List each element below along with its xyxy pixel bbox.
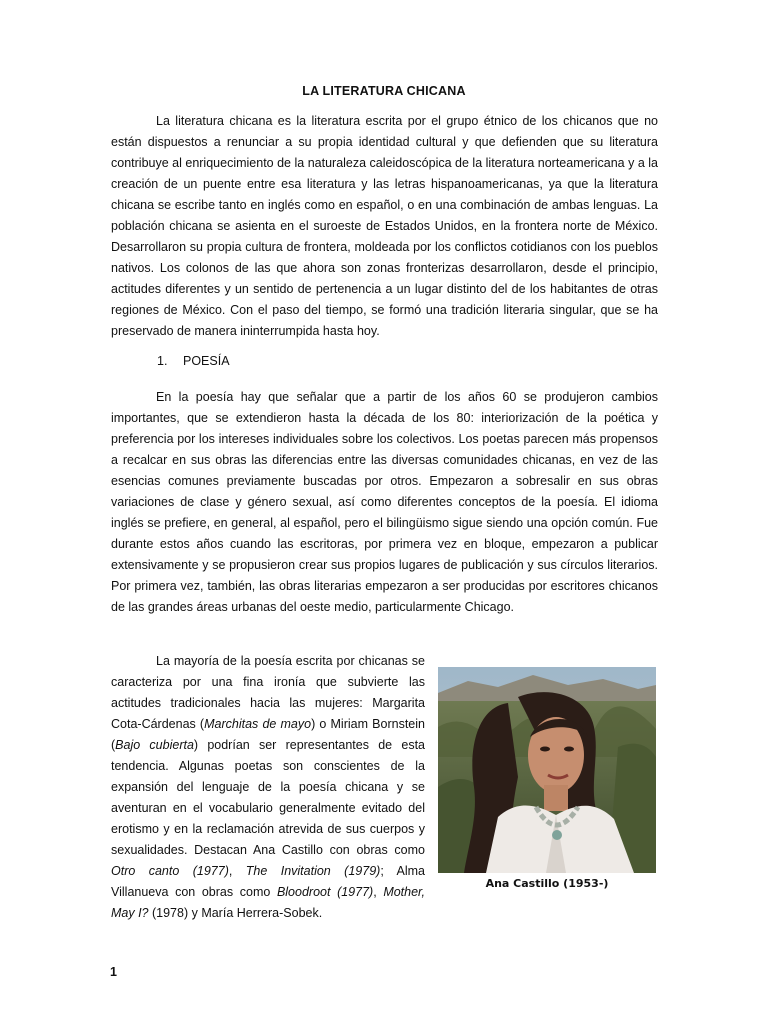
- text-run: ) podrían ser representantes de esta tendencia. Algunas poetas son conscientes de la expansión del lenguaje de la poesía chicana y se aventuran en el vocabulario generalmente evitado del erotismo y en la reclamación atrevida de sus cuerpos y sexualidades. Destacan Ana Castillo con obras como: [111, 738, 425, 857]
- text-run: La mayoría de la poesía escrita por chicanas se caracteriza por una fina ironía que subvierte las actitudes tradicionales hacia las mujeres: Margarita Cota-Cárdenas (: [111, 654, 425, 731]
- intro-paragraph-text: La literatura chicana es la literatura escrita por el grupo étnico de los chicanos que no están dispuestos a renunciar a su propia identidad cultural y que defienden que su literatura contribuye al enriquecimiento de la naturaleza caleidoscópica de la literatura norteamericana y a la creación de un puente entre esa literatura y las letras hispanoamericanas, ya que la literatura chicana se escribe tanto en inglés como en español, o en una combinación de ambas lenguas. La población chicana se asienta en el suroeste de Estados Unidos, en la frontera norte de México. Desarrollaron su propia cultura de frontera, moldeada por los conflictos cotidianos con los pueblos nativos. Los colonos de las que ahora son zonas fronterizas desarrollaron, desde el principio, actitudes diferentes y un sentido de pertenencia a un lugar distinto del de los habitantes de otras regiones de México. Con el paso del tiempo, se formó una tradición literaria singular, que se ha preservado de manera ininterrumpida hasta hoy.: [111, 114, 658, 338]
- book-title: The Invitation (1979): [245, 864, 381, 878]
- section-number: 1.: [157, 354, 168, 368]
- text-run: (1978) y María Herrera-Sobek.: [148, 906, 323, 920]
- author-portrait-photo: [438, 667, 656, 873]
- book-title: Otro canto (1977): [111, 864, 229, 878]
- section-title: POESÍA: [183, 354, 230, 368]
- intro-paragraph: [111, 111, 658, 342]
- book-title: Marchitas de mayo: [204, 717, 312, 731]
- text-run: ,: [228, 864, 246, 878]
- book-title: Bajo cubierta: [115, 738, 194, 752]
- photo-caption: Ana Castillo (1953-): [485, 877, 609, 890]
- section-heading-poesia: [157, 354, 230, 368]
- page-number: 1: [110, 965, 117, 979]
- women-poetry-paragraph: [111, 651, 425, 924]
- poetry-paragraph: [111, 387, 658, 618]
- book-title: Bloodroot (1977): [276, 885, 374, 899]
- poetry-paragraph-text: En la poesía hay que señalar que a partir de los años 60 se produjeron cambios importantes, que se extendieron hasta la década de los 80: interiorización de la poética y preferencia por los intereses individuales sobre los colectivos. Los poetas parecen más propensos a recalcar en sus obras las diferencias entre las diversas comunidades chicanas, en vez de las esencias comunes previamente buscadas por otros. Empezaron a sobresalir en sus obras variaciones de clase y género sexual, así como diferentes conceptos de la poesía. El idioma inglés se prefiere, en general, al español, pero el bilingüismo sigue siendo una opción común. Fue durante estos años cuando las escritoras, por primera vez en bloque, empezaron a publicar extensivamente y se propusieron crear sus propios lugares de publicación y sus círculos literarios. Por primera vez, también, las obras literarias empezaron a ser producidas por escritores chicanos de las grandes áreas urbanas del oeste medio, particularmente Chicago.: [111, 390, 658, 614]
- book-title: Mother, May I?: [111, 885, 425, 920]
- page-title: LA LITERATURA CHICANA: [302, 84, 466, 98]
- text-run: ; Alma Villanueva con obras como: [111, 864, 425, 899]
- text-run: ,: [373, 885, 384, 899]
- text-run: ) o Miriam Bornstein (: [111, 717, 425, 752]
